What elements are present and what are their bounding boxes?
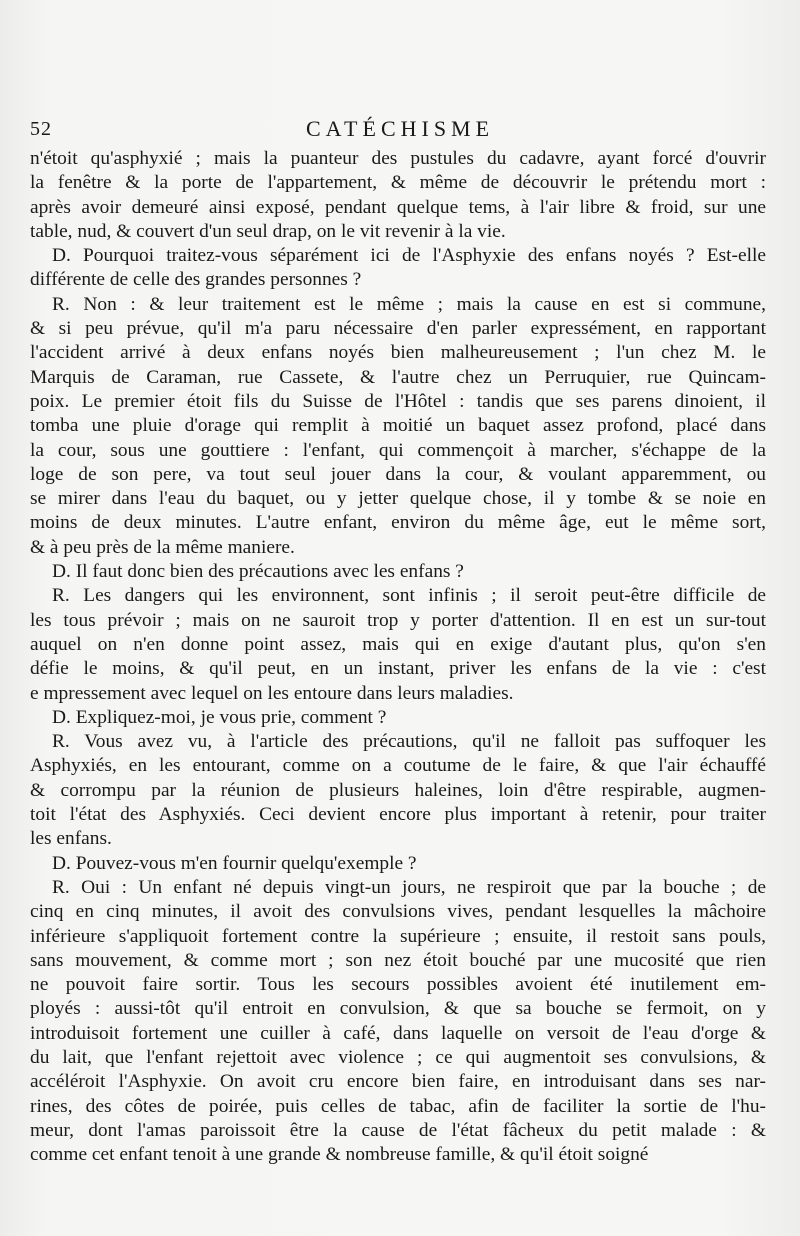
text-line: e mpressement avec lequel on les entoure dans leurs maladies. [30, 682, 514, 704]
text-line: R. Les dangers qui les environnent, sont infinis ; il seroit peut-être difficile de [52, 585, 766, 607]
text-line: D. Expliquez-moi, je vous prie, comment ? [52, 706, 387, 728]
paragraph [30, 730, 766, 851]
text-line: auquel on n'en donne point assez, mais qui en exige d'autant plus, qu'on s'en [30, 633, 766, 655]
text-line: D. Pouvez-vous m'en fournir quelqu'exemple ? [52, 852, 417, 874]
text-line: inférieure s'appliquoit fortement contre la supérieure ; ensuite, il restoit sans pouls, [30, 925, 766, 947]
paragraph [30, 706, 766, 730]
text-line: défie le moins, & qu'il peut, en un instant, priver les enfans de la vie : c'est [30, 658, 766, 680]
running-title: CATÉCHISME [305, 116, 495, 141]
text-line: la cour, sous une gouttiere : l'enfant, qui commençoit à marcher, s'échappe de la [30, 439, 766, 461]
paragraph [30, 852, 766, 876]
text-line: les tous prévoir ; mais on ne sauroit trop y porter d'attention. Il en est un sur-tout [30, 609, 766, 631]
text-line: R. Oui : Un enfant né depuis vingt-un jours, ne respiroit que par la bouche ; de [52, 876, 766, 898]
paragraph [30, 147, 766, 244]
text-line: l'accident arrivé à deux enfans noyés bien malheureusement ; l'un chez M. le [30, 342, 766, 364]
text-line: loge de son pere, va tout seul jouer dans la cour, & voulant apparemment, ou [30, 463, 766, 485]
text-line: tomba une pluie d'orage qui remplit à moitié un baquet assez profond, placé dans [30, 415, 766, 437]
text-line: & si peu prévue, qu'il m'a paru nécessaire d'en parler expressément, en rapportant [30, 318, 766, 340]
text-line: rines, des côtes de poirée, puis celles de tabac, afin de faciliter la sortie de l'hu- [30, 1095, 766, 1117]
paragraph [30, 293, 766, 560]
paragraph [30, 876, 766, 1168]
text-line: toit l'état des Asphyxiés. Ceci devient encore plus important à retenir, pour traiter [30, 804, 766, 826]
text-line: du lait, que l'enfant rejettoit avec violence ; ce qui augmentoit ses convulsions, & [30, 1046, 766, 1068]
text-line: table, nud, & couvert d'un seul drap, on le vit revenir à la vie. [30, 220, 506, 242]
text-line: ployés : aussi-tôt qu'il entroit en convulsion, & que sa bouche se fermoit, on y [30, 998, 766, 1020]
page-number: 52 [30, 118, 52, 140]
text-line: introduisoit fortement une cuiller à café, dans laquelle on versoit de l'eau d'orge & [30, 1022, 766, 1044]
text-line: cinq en cinq minutes, il avoit des convulsions vives, pendant lesquelles la mâchoire [30, 901, 766, 923]
text-line: les enfans. [30, 828, 112, 850]
text-line: la fenêtre & la porte de l'appartement, & même de découvrir le prétendu mort : [30, 172, 766, 194]
text-line: ne pouvoit faire sortir. Tous les secours possibles avoient été inutilement em- [30, 974, 766, 996]
text-line: R. Vous avez vu, à l'article des précautions, qu'il ne falloit pas suffoquer les [52, 731, 766, 753]
text-line: après avoir demeuré ainsi exposé, pendant quelque tems, à l'air libre & froid, sur une [30, 196, 766, 218]
text-line: D. Il faut donc bien des précautions avec les enfans ? [52, 561, 464, 583]
text-line: comme cet enfant tenoit à une grande & nombreuse famille, & qu'il étoit soigné [30, 1144, 649, 1166]
text-line: accéléroit l'Asphyxie. On avoit cru encore bien faire, en introduisant dans ses nar- [30, 1071, 766, 1093]
text-line: différente de celle des grandes personnes ? [30, 269, 362, 291]
text-line: meur, dont l'amas paroissoit être la cause de l'état fâcheux du petit malade : & [30, 1119, 766, 1141]
text-line: D. Pourquoi traitez-vous séparément ici de l'Asphyxie des enfans noyés ? Est-elle [52, 245, 766, 267]
text-line: Marquis de Caraman, rue Cassete, & l'autre chez un Perruquier, rue Quincam- [30, 366, 766, 388]
body-text [30, 147, 766, 1167]
text-line: & corrompu par la réunion de plusieurs haleines, loin d'être respirable, augmen- [30, 779, 766, 801]
text-line: sans mouvement, & comme mort ; son nez étoit bouché par une mucosité que rien [30, 949, 766, 971]
page-header [30, 116, 770, 144]
text-line: n'étoit qu'asphyxié ; mais la puanteur des pustules du cadavre, ayant forcé d'ouvrir [30, 148, 766, 169]
text-line: poix. Le premier étoit fils du Suisse de l'Hôtel : tandis que ses parens dinoient, il [30, 390, 766, 412]
paragraph [30, 584, 766, 705]
paragraph [30, 244, 766, 293]
text-line: & à peu près de la même maniere. [30, 536, 295, 558]
paragraph [30, 560, 766, 584]
text-line: R. Non : & leur traitement est le même ; mais la cause en est si commune, [52, 293, 766, 315]
text-line: moins de deux minutes. L'autre enfant, environ du même âge, eut le même sort, [30, 512, 766, 534]
text-line: Asphyxiés, en les entourant, comme on a coutume de le faire, & que l'air échauffé [30, 755, 766, 777]
text-line: se mirer dans l'eau du baquet, ou y jetter quelque chose, il y tombe & se noie en [30, 488, 766, 510]
